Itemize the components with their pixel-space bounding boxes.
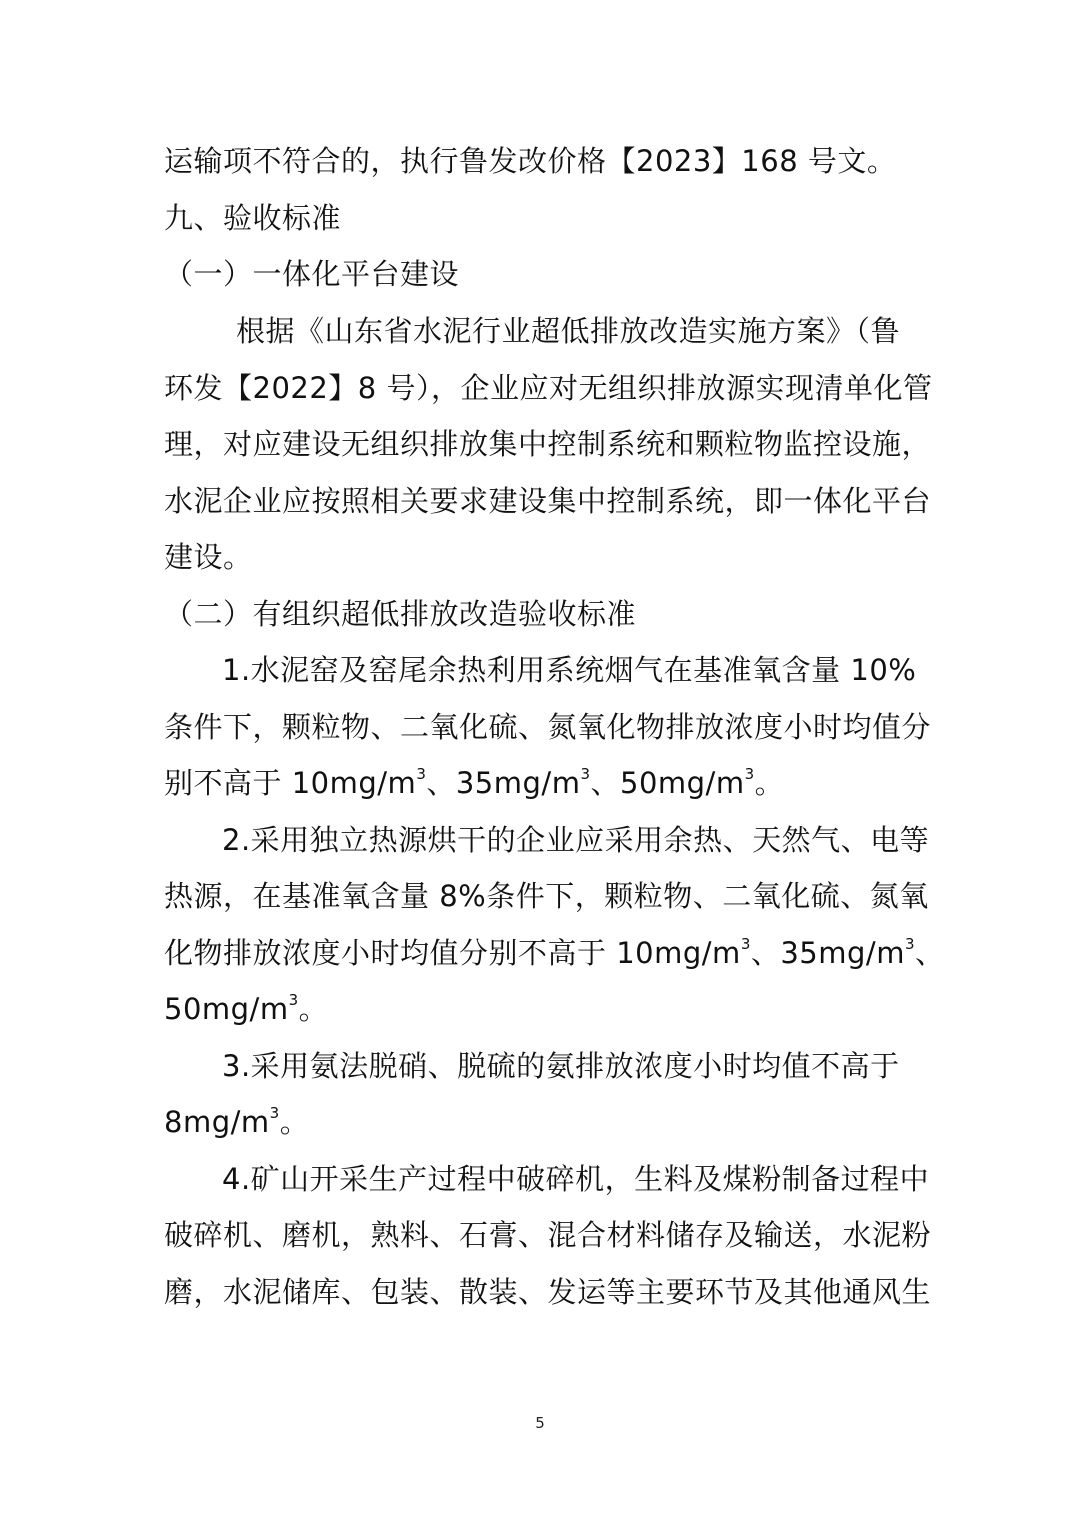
text-line bbox=[164, 933, 945, 973]
text-line: 运输项不符合的，执行鲁发改价格【2023】168 号文。 bbox=[164, 144, 897, 178]
text-line: 1.水泥窑及窑尾余热利用系统烟气在基准氧含量 10% bbox=[222, 653, 917, 687]
text-line: 理，对应建设无组织排放集中控制系统和颗粒物监控设施， bbox=[164, 427, 932, 461]
text-segment: 50mg/m bbox=[164, 992, 289, 1026]
subsection-heading: （一）一体化平台建设 bbox=[164, 257, 460, 291]
text-segment: 。 bbox=[298, 992, 329, 1026]
page-number: 5 bbox=[535, 1414, 545, 1432]
superscript: 3 bbox=[740, 935, 751, 953]
text-line: 热源，在基准氧含量 8%条件下，颗粒物、二氧化硫、氮氧 bbox=[164, 879, 929, 913]
superscript: 3 bbox=[416, 765, 427, 783]
text-line: 4.矿山开采生产过程中破碎机，生料及煤粉制备过程中 bbox=[222, 1162, 930, 1196]
text-segment: 、35mg/m bbox=[426, 766, 581, 800]
text-segment: 化物排放浓度小时均值分别不高于 10mg/m bbox=[164, 936, 741, 970]
text-segment: 、35mg/m bbox=[750, 936, 905, 970]
text-line: 建设。 bbox=[164, 540, 253, 574]
superscript: 3 bbox=[904, 935, 915, 953]
text-line: 磨，水泥储库、包装、散装、发运等主要环节及其他通风生 bbox=[164, 1275, 932, 1309]
text-segment: 8mg/m bbox=[164, 1105, 270, 1139]
text-segment: 别不高于 10mg/m bbox=[164, 766, 417, 800]
superscript: 3 bbox=[744, 765, 755, 783]
subsection-heading: （二）有组织超低排放改造验收标准 bbox=[164, 597, 637, 631]
text-line bbox=[164, 1102, 309, 1142]
text-line: 破碎机、磨机，熟料、石膏、混合材料储存及输送，水泥粉 bbox=[164, 1218, 932, 1252]
text-line: 根据《山东省水泥行业超低排放改造实施方案》（鲁 bbox=[236, 314, 901, 348]
text-line: 3.采用氨法脱硝、脱硫的氨排放浓度小时均值不高于 bbox=[222, 1049, 900, 1083]
text-line bbox=[164, 989, 328, 1029]
superscript: 3 bbox=[269, 1104, 280, 1122]
text-line: 条件下，颗粒物、二氧化硫、氮氧化物排放浓度小时均值分 bbox=[164, 710, 932, 744]
superscript: 3 bbox=[580, 765, 591, 783]
text-segment: 、50mg/m bbox=[590, 766, 745, 800]
text-line bbox=[164, 763, 784, 803]
text-segment: 。 bbox=[754, 766, 785, 800]
superscript: 3 bbox=[288, 991, 299, 1009]
text-segment: 。 bbox=[279, 1105, 310, 1139]
text-line: 水泥企业应按照相关要求建设集中控制系统，即一体化平台 bbox=[164, 484, 932, 518]
text-line: 2.采用独立热源烘干的企业应采用余热、天然气、电等 bbox=[222, 823, 930, 857]
text-segment: 、 bbox=[915, 936, 945, 970]
section-heading: 九、验收标准 bbox=[164, 201, 342, 235]
text-line: 环发【2022】8 号），企业应对无组织排放源实现清单化管 bbox=[164, 371, 933, 405]
